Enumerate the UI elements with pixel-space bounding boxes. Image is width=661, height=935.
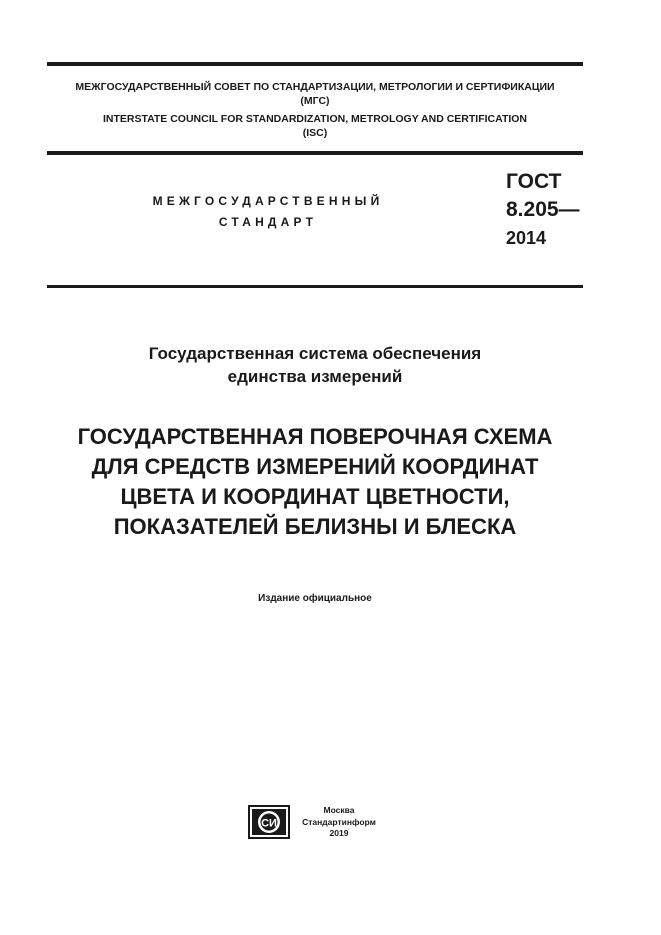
council-name-en-line1: INTERSTATE COUNCIL FOR STANDARDIZATION, METROLOGY AND CERTIFICATION [102, 113, 528, 125]
title-line4: ПОКАЗАТЕЛЕЙ БЕЛИЗНЫ И БЛЕСКА [113, 514, 517, 539]
middle-rule [47, 151, 583, 155]
bottom-rule [47, 285, 583, 288]
document-title [40, 422, 590, 542]
council-abbrev-en: (ISC) [302, 127, 328, 139]
title-line2: ДЛЯ СРЕДСТВ ИЗМЕРЕНИЙ КООРДИНАТ [91, 454, 539, 479]
publisher-name: Стандартинформ [302, 816, 376, 827]
designation-prefix: ГОСТ [506, 170, 562, 193]
subtitle-line1: Государственная система обеспечения [148, 344, 482, 363]
council-name-en [47, 112, 583, 140]
top-rule [47, 62, 583, 66]
standard-designation [506, 168, 580, 252]
standard-kind-line2: СТАНДАРТ [218, 215, 318, 229]
standard-kind-line1: МЕЖГОСУДАРСТВЕННЫЙ [152, 194, 384, 208]
standartinform-logo-icon [248, 805, 290, 839]
title-line3: ЦВЕТА И КООРДИНАТ ЦВЕТНОСТИ, [120, 484, 510, 509]
title-line1: ГОСУДАРСТВЕННАЯ ПОВЕРОЧНАЯ СХЕМА [77, 424, 553, 449]
council-name-ru-line1: МЕЖГОСУДАРСТВЕННЫЙ СОВЕТ ПО СТАНДАРТИЗАЦИИ, МЕТРОЛОГИИ И СЕРТИФИКАЦИИ [75, 81, 555, 93]
publisher-imprint [296, 805, 382, 840]
council-name-ru [47, 80, 583, 108]
subtitle-line2: единства измерений [227, 367, 403, 386]
council-abbrev-ru: (МГС) [300, 95, 330, 107]
publication-year: 2019 [329, 828, 349, 838]
edition-note: Издание официальное [258, 593, 372, 604]
publisher-city: Москва [323, 805, 355, 815]
designation-number: 8.205— [506, 198, 580, 221]
designation-year: 2014 [506, 228, 547, 248]
logo-text: СИ [261, 817, 277, 830]
standard-kind [130, 191, 406, 233]
document-subtitle [47, 342, 583, 388]
